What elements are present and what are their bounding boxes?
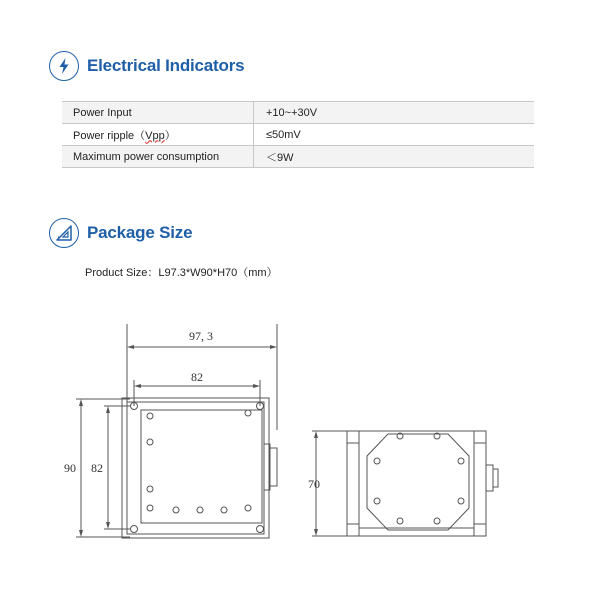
- table-row: [62, 124, 534, 146]
- spec-value: ≤50mV: [254, 124, 535, 146]
- side-height-label: 70: [308, 477, 320, 491]
- package-section-header: [49, 218, 192, 248]
- set-square-icon: [49, 218, 79, 248]
- electrical-section-header: [49, 51, 244, 81]
- electrical-section-title: Electrical Indicators: [87, 56, 245, 75]
- spec-label: Power Input: [62, 102, 254, 124]
- spec-label: [62, 124, 254, 146]
- table-row: [62, 146, 534, 168]
- hole-spacing-width-label: 82: [191, 370, 203, 384]
- package-dimension-drawing: [0, 320, 600, 600]
- spec-label: Maximum power consumption: [62, 146, 254, 168]
- table-row: [62, 102, 534, 124]
- lightning-bolt-icon: [49, 51, 79, 81]
- spec-label-prefix: Power ripple（: [73, 129, 146, 142]
- overall-width-label: 97, 3: [189, 329, 213, 343]
- spec-value: +10~+30V: [254, 102, 535, 124]
- electrical-spec-table: [62, 101, 534, 168]
- product-size-text: Product Size：L97.3*W90*H70（mm）: [85, 267, 278, 279]
- spec-value: ＜9W: [254, 146, 535, 168]
- spec-label-mark: Vpp: [145, 129, 165, 142]
- package-section-title: Package Size: [87, 223, 193, 242]
- hole-spacing-height-label: 82: [91, 461, 103, 475]
- overall-height-label: 90: [64, 461, 76, 475]
- spec-label-suffix: ）: [164, 129, 176, 142]
